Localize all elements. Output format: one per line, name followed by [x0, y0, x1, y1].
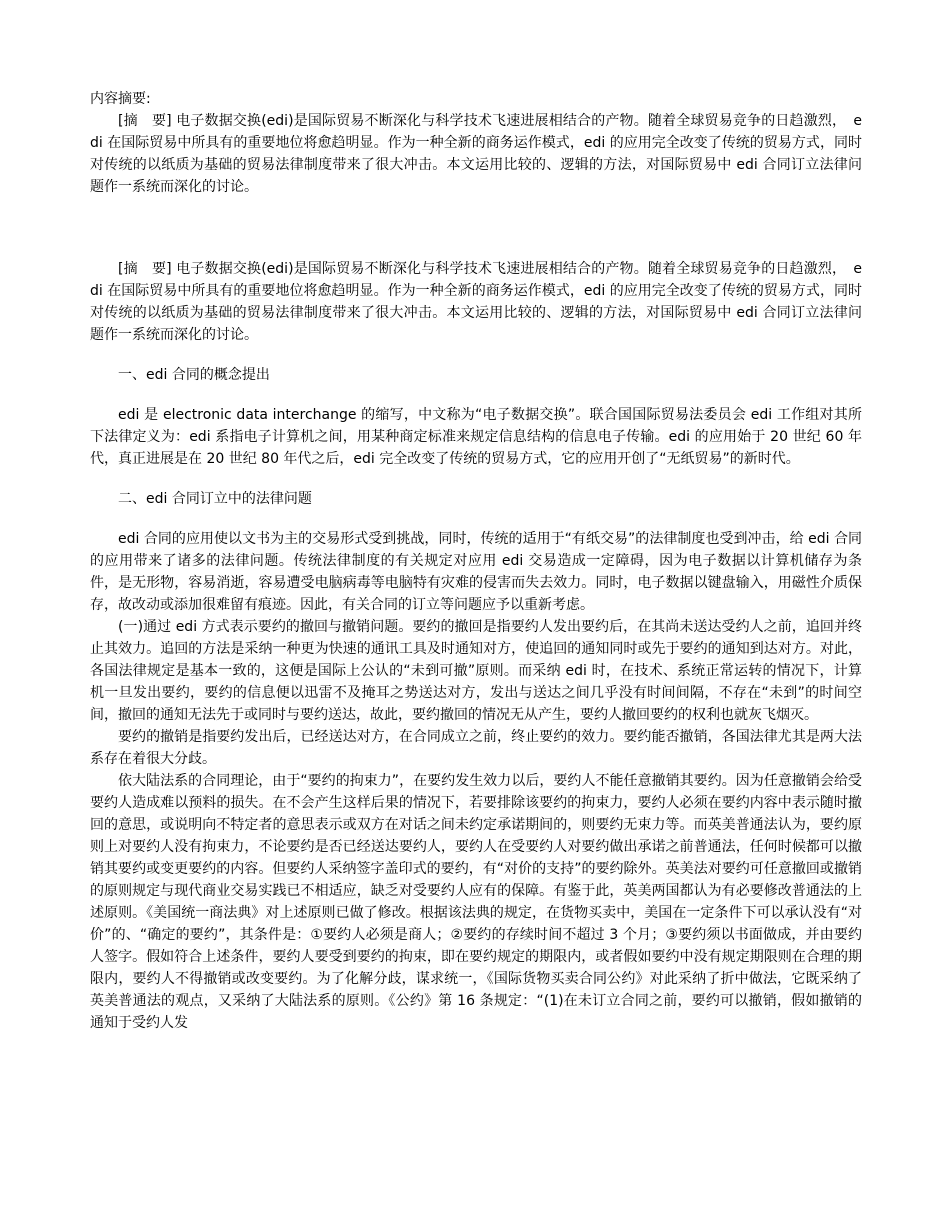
abstract-paragraph: [摘 要] 电子数据交换(edi)是国际贸易不断深化与科学技术飞速进展相结合的产物。随着全球贸易竞争的日趋激烈， edi 在国际贸易中所具有的重要地位将愈趋明显。作为一种全新的商务运作模式，edi 的应用完全改变了传统的贸易方式，同时对传统的以纸质为基础的贸易法律制度带来了很大冲击。本文运用比较的、逻辑的方法，对国际贸易中 edi 合同订立法律问题作一系统而深化的讨论。 [90, 113, 862, 195]
body-paragraph-1: edi 是 electronic data interchange 的缩写，中文称为“电子数据交换”。联合国国际贸易法委员会 edi 工作组对其所下法律定义为：edi 系指电子计算机之间，用某种商定标准来规定信息结构的信息电子传输。edi 的应用始于 20 世纪 60 年代，真正进展是在 20 世纪 80 年代之后，edi 完全改变了传统的贸易方式，它的应用开创了“无纸贸易”的新时代。 [90, 407, 862, 467]
spacer [90, 386, 862, 404]
body-paragraph-5: 依大陆法系的合同理论，由于“要约的拘束力”，在要约发生效力以后，要约人不能任意撤销其要约。因为任意撤销会给受要约人造成难以预料的损失。在不会产生这样后果的情况下，若要排除该要约的拘束力，要约人必须在要约内容中表示随时撤回的意思，或说明向不特定者的意思表示或双方在对话之间未约定承诺期间的，则要约无束力等。而英美普通法认为，要约原则上对要约人没有拘束力，不论要约是否已经送达要约人，要约人在受要约人对要约做出承诺之前普通法，任何时候都可以撤销其要约或变更要约的内容。但要约人采纳签字盖印式的要约，有“对价的支持”的要约除外。英美法对要约可任意撤回或撤销的原则规定与现代商业交易实践已不相适应，缺乏对受要约人应有的保障。有鉴于此，英美两国都认为有必要修改普通法的上述原则。《美国统一商法典》对上述原则已做了修改。根据该法典的规定，在货物买卖中，美国在一定条件下可以承认没有“对价”的、“确定的要约”，其条件是：①要约人必须是商人；②要约的存续时间不超过 3 个月；③要约须以书面做成，并由要约人签字。假如符合上述条件，要约人要受到要约的拘束，即在要约规定的期限内，或者假如要约中没有规定期限则在合理的期限内，要约人不得撤销或改变要约。为了化解分歧，谋求统一，《国际货物买卖合同公约》对此采纳了折中做法，它既采纳了英美普通法的观点，又采纳了大陆法系的原则。《公约》第 16 条规定：“(1)在未订立合同之前，要约可以撤销，假如撤销的通知于受约人发 [90, 773, 862, 1031]
body-paragraph-2: edi 合同的应用使以文书为主的交易形式受到挑战，同时，传统的适用于“有纸交易”的法律制度也受到冲击，给 edi 合同的应用带来了诸多的法律问题。传统法律制度的有关规定对应用 edi 交易造成一定障碍，因为电子数据以计算机储存为条件，是无形物，容易消逝，容易遭受电脑病毒等电脑特有灾难的侵害而失去效力。同时，电子数据以键盘输入，用磁性介质保存，故改动或添加很难留有痕迹。因此，有关合同的订立等问题应予以重新考虑。 [90, 531, 862, 613]
spacer [90, 510, 862, 528]
document-page [90, 88, 862, 1034]
spacer [90, 346, 862, 364]
abstract-paragraph-repeat: [摘 要] 电子数据交换(edi)是国际贸易不断深化与科学技术飞速进展相结合的产物。随着全球贸易竞争的日趋激烈， edi 在国际贸易中所具有的重要地位将愈趋明显。作为一种全新的商务运作模式，edi 的应用完全改变了传统的贸易方式，同时对传统的以纸质为基础的贸易法律制度带来了很大冲击。本文运用比较的、逻辑的方法，对国际贸易中 edi 合同订立法律问题作一系统而深化的讨论。 [90, 261, 862, 343]
summary-label: 内容摘要: [90, 91, 151, 107]
section-heading-1: 一、edi 合同的概念提出 [118, 367, 270, 383]
spacer [90, 470, 862, 488]
section-heading-2: 二、edi 合同订立中的法律问题 [118, 491, 312, 507]
spacer [90, 198, 862, 258]
body-paragraph-4: 要约的撤销是指要约发出后，已经送达对方，在合同成立之前，终止要约的效力。要约能否撤销，各国法律尤其是两大法系存在着很大分歧。 [90, 729, 862, 767]
body-paragraph-3: (一)通过 edi 方式表示要约的撤回与撤销问题。要约的撤回是指要约人发出要约后，在其尚未送达受约人之前，追回并终止其效力。追回的方法是采纳一种更为快速的通讯工具及时通知对方，使追回的通知同时或先于要约的通知到达对方。对此，各国法律规定是基本一致的，这便是国际上公认的“未到可撤”原则。而采纳 edi 时，在技术、系统正常运转的情况下，计算机一旦发出要约，要约的信息便以迅雷不及掩耳之势送达对方，发出与送达之间几乎没有时间间隔，不存在“未到”的时间空间，撤回的通知无法先于或同时与要约送达，故此，要约撤回的情况无从产生，要约人撤回要约的权利也就灰飞烟灭。 [90, 619, 862, 723]
